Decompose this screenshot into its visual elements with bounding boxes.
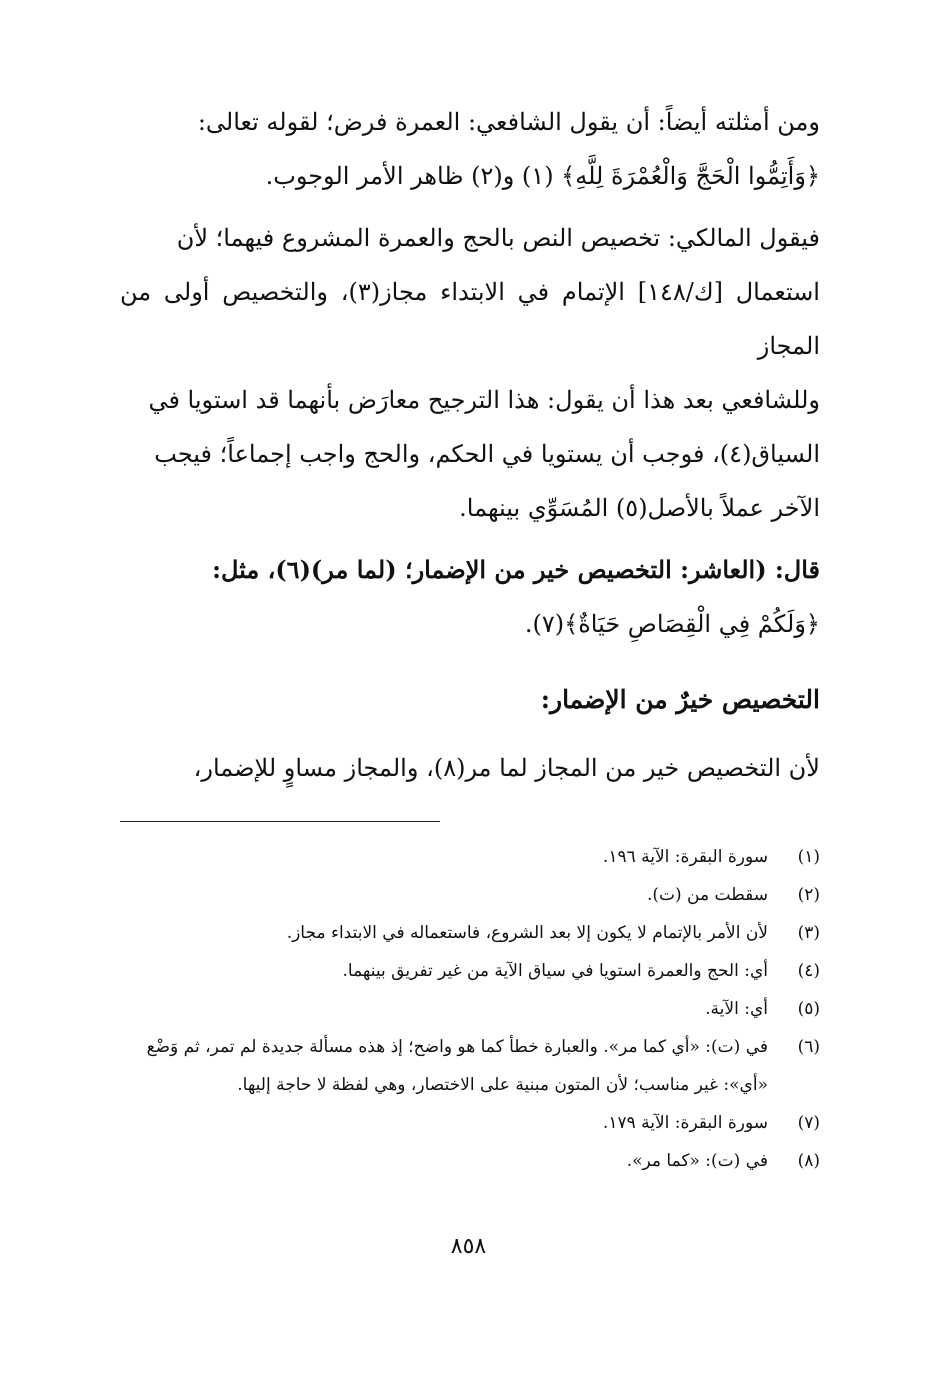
- footnote: [120, 1104, 820, 1142]
- footnote-text: أي: الحج والعمرة استويا في سياق الآية من غير تفريق بينهما.: [342, 961, 768, 981]
- text-line: ومن أمثلته أيضاً: أن يقول الشافعي: العمرة فرض؛ لقوله تعالى:: [197, 108, 820, 136]
- section-heading: التخصيص خيرٌ من الإضمار:: [540, 685, 820, 714]
- text-line: قال: (العاشر: التخصيص خير من الإضمار؛ (لما مر)(٦)، مثل:: [212, 555, 820, 584]
- footnotes: [120, 838, 820, 1180]
- text-line: السياق(٤)، فوجب أن يستويا في الحكم، والحج واجب إجماعاً؛ فيجب: [154, 440, 820, 468]
- footnote-number: (٧): [797, 1113, 820, 1133]
- footnote: [120, 914, 820, 952]
- footnote: [120, 838, 820, 876]
- page-number: ٨٥٨: [450, 1234, 487, 1259]
- text-line: استعمال [ك/١٤٨] الإتمام في الابتداء مجاز(٣)، والتخصيص أولى من المجاز: [120, 278, 820, 360]
- footnote: [120, 990, 820, 1028]
- footnote-text: سقطت من (ت).: [646, 885, 768, 905]
- paragraph-2: [120, 211, 820, 535]
- footnote-number: (٨): [797, 1151, 820, 1171]
- footnote: [120, 1142, 820, 1180]
- footnote: [120, 1028, 820, 1104]
- text-line: الآخر عملاً بالأصل(٥) المُسَوِّي بينهما.: [459, 494, 820, 522]
- footnote-text: لأن الأمر بالإتمام لا يكون إلا بعد الشروع، فاستعماله في الابتداء مجاز.: [286, 923, 768, 943]
- footnote-number: (٢): [797, 885, 820, 905]
- footnote-number: (٦): [797, 1037, 820, 1057]
- footnote-text: في (ت): «أي كما مر». والعبارة خطأ كما هو واضح؛ إذ هذه مسألة جديدة لم تمر، ثم وَضْع «أي»: غير مناسب؛ لأن المتون مبنية على الاختصار، وهي لفظة لا حاجة إليها.: [146, 1037, 768, 1095]
- text-line: لأن التخصيص خير من المجاز لما مر(٨)، والمجاز مساوٍ للإضمار،: [193, 754, 820, 782]
- footnote: [120, 952, 820, 990]
- paragraph-4: [120, 741, 820, 795]
- footnote-number: (٥): [797, 999, 820, 1019]
- footnote-text: أي: الآية.: [705, 999, 768, 1019]
- footnote: [120, 876, 820, 914]
- footnote-text: سورة البقرة: الآية ١٩٦.: [602, 847, 768, 867]
- text-line: ﴿وَأَتِمُّوا الْحَجَّ وَالْعُمْرَةَ لِلَّهِ﴾ (١) و(٢) ظاهر الأمر الوجوب.: [265, 162, 820, 190]
- footnote-text: في (ت): «كما مر».: [626, 1151, 768, 1171]
- paragraph-3: [120, 543, 820, 651]
- page-content: [120, 95, 820, 1180]
- footnote-divider: [120, 821, 440, 822]
- text-line: وللشافعي بعد هذا أن يقول: هذا الترجيح معارَض بأنهما قد استويا في: [148, 386, 820, 414]
- footnote-text: سورة البقرة: الآية ١٧٩.: [602, 1113, 768, 1133]
- text-line: فيقول المالكي: تخصيص النص بالحج والعمرة المشروع فيهما؛ لأن: [176, 224, 820, 252]
- paragraph-1: [120, 95, 820, 203]
- footnote-number: (٤): [797, 961, 820, 981]
- footnote-number: (١): [797, 847, 820, 867]
- footnote-number: (٣): [797, 923, 820, 943]
- text-line: ﴿وَلَكُمْ فِي الْقِصَاصِ حَيَاةٌ﴾(٧).: [524, 610, 820, 638]
